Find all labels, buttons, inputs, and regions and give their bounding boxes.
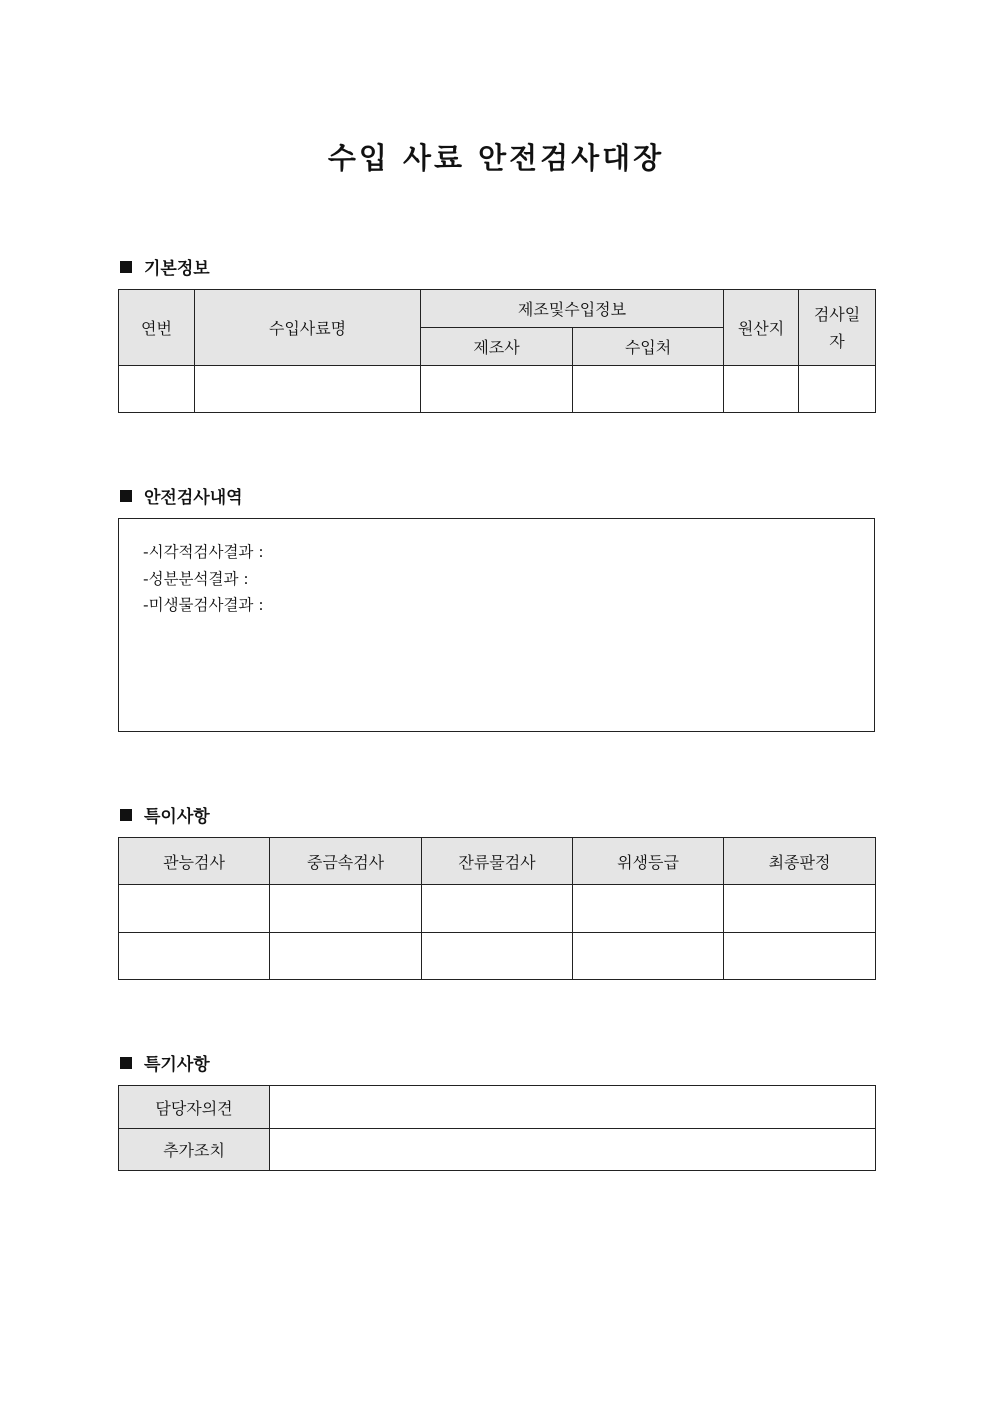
section-heading-special-notes bbox=[120, 802, 210, 827]
header-sensory-test: 관능검사 bbox=[119, 838, 270, 885]
header-feed-name: 수입사료명 bbox=[195, 290, 421, 366]
cell-additional-action[interactable] bbox=[270, 1129, 876, 1171]
visual-inspection-result-line: -시각적검사결과 : bbox=[143, 543, 264, 561]
cell-residue-test[interactable] bbox=[422, 885, 573, 933]
square-bullet-icon bbox=[120, 809, 132, 821]
cell-origin[interactable] bbox=[724, 366, 799, 413]
section-heading-safety-inspection bbox=[120, 483, 243, 508]
cell-residue-test[interactable] bbox=[422, 933, 573, 980]
cell-final-verdict[interactable] bbox=[724, 933, 876, 980]
cell-final-verdict[interactable] bbox=[724, 885, 876, 933]
cell-sensory-test[interactable] bbox=[119, 885, 270, 933]
header-inspection-date: 검사일 자 bbox=[799, 290, 876, 366]
section-heading-remarks bbox=[120, 1050, 210, 1075]
header-importer: 수입처 bbox=[573, 328, 724, 366]
component-analysis-result-line: -성분분석결과 : bbox=[143, 570, 249, 588]
document-title: 수입 사료 안전검사대장 bbox=[327, 141, 665, 175]
header-hygiene-grade: 위생등급 bbox=[573, 838, 724, 885]
cell-importer[interactable] bbox=[573, 366, 724, 413]
special-notes-table bbox=[118, 837, 876, 980]
square-bullet-icon bbox=[120, 1057, 132, 1069]
table-row bbox=[119, 366, 876, 413]
section-heading-label: 기본정보 bbox=[144, 259, 210, 279]
section-heading-label: 특이사항 bbox=[144, 807, 210, 827]
basic-info-table bbox=[118, 289, 876, 413]
label-additional-action: 추가조치 bbox=[119, 1129, 270, 1171]
safety-inspection-box[interactable] bbox=[118, 518, 875, 732]
section-heading-label: 특기사항 bbox=[144, 1055, 210, 1075]
section-heading-basic-info bbox=[120, 254, 210, 279]
cell-heavy-metal-test[interactable] bbox=[270, 933, 422, 980]
header-mfg-import-info: 제조및수입정보 bbox=[421, 290, 724, 328]
cell-serial[interactable] bbox=[119, 366, 195, 413]
table-header-row bbox=[119, 838, 876, 885]
microbial-inspection-result-line: -미생물검사결과 : bbox=[143, 596, 264, 614]
cell-manufacturer[interactable] bbox=[421, 366, 573, 413]
cell-hygiene-grade[interactable] bbox=[573, 885, 724, 933]
header-residue-test: 잔류물검사 bbox=[422, 838, 573, 885]
table-header-row bbox=[119, 290, 876, 328]
header-final-verdict: 최종판정 bbox=[724, 838, 876, 885]
table-row bbox=[119, 1086, 876, 1129]
header-heavy-metal-test: 중금속검사 bbox=[270, 838, 422, 885]
table-row bbox=[119, 933, 876, 980]
header-origin: 원산지 bbox=[724, 290, 799, 366]
square-bullet-icon bbox=[120, 490, 132, 502]
cell-inspection-date[interactable] bbox=[799, 366, 876, 413]
header-manufacturer: 제조사 bbox=[421, 328, 573, 366]
square-bullet-icon bbox=[120, 261, 132, 273]
cell-heavy-metal-test[interactable] bbox=[270, 885, 422, 933]
section-heading-label: 안전검사내역 bbox=[144, 488, 243, 508]
cell-feed-name[interactable] bbox=[195, 366, 421, 413]
cell-sensory-test[interactable] bbox=[119, 933, 270, 980]
header-serial: 연번 bbox=[119, 290, 195, 366]
label-manager-opinion: 담당자의견 bbox=[119, 1086, 270, 1129]
cell-hygiene-grade[interactable] bbox=[573, 933, 724, 980]
table-row bbox=[119, 1129, 876, 1171]
cell-manager-opinion[interactable] bbox=[270, 1086, 876, 1129]
table-row bbox=[119, 885, 876, 933]
remarks-table bbox=[118, 1085, 876, 1171]
